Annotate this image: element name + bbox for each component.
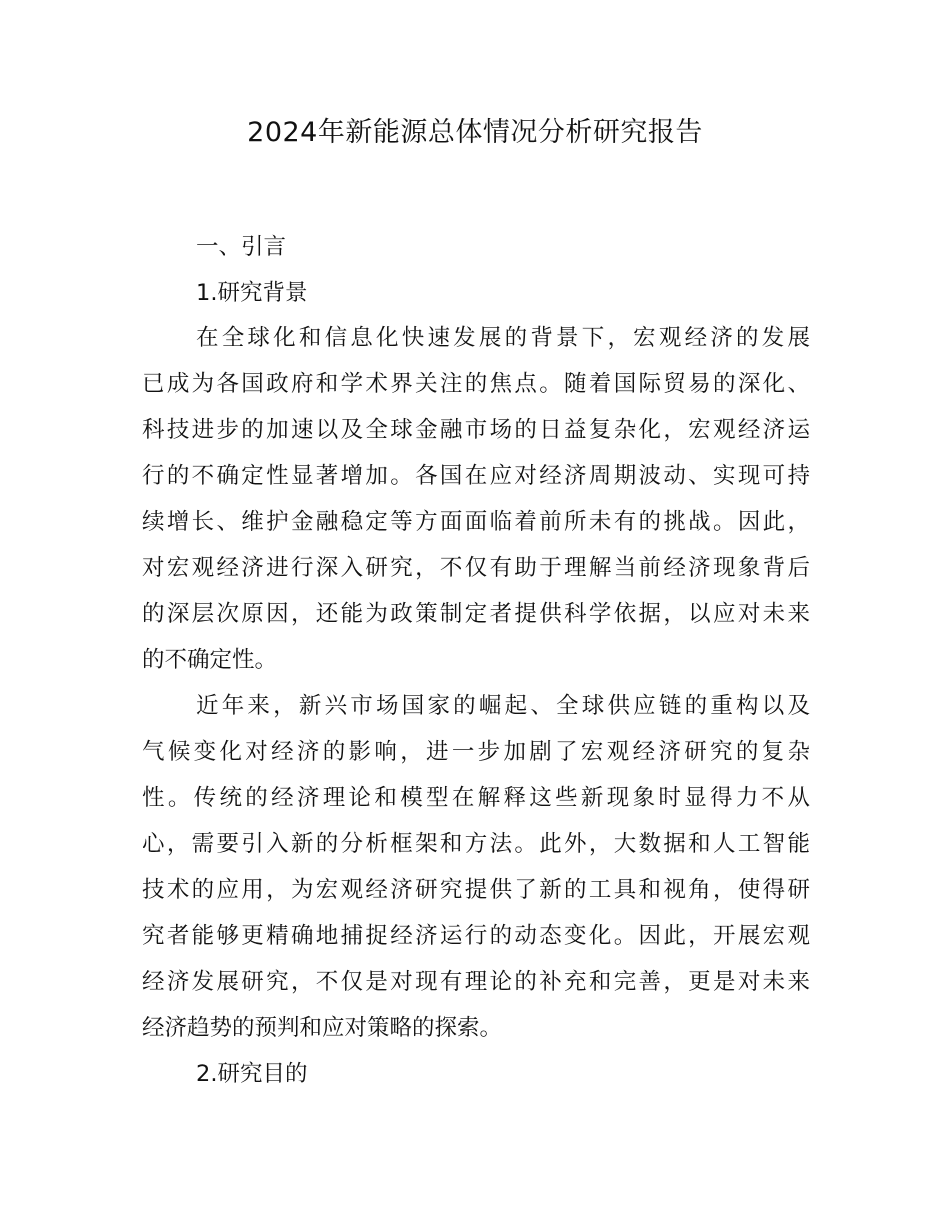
paragraph-2-line: 性。传统的经济理论和模型在解释这些新现象时显得力不从	[142, 785, 810, 811]
paragraph-1-line: 科技进步的加速以及全球金融市场的日益复杂化，宏观经济运	[142, 417, 810, 443]
paragraph-2-line: 经济趋势的预判和应对策略的探索。	[142, 1015, 503, 1041]
subsection-heading-purpose: 2.研究目的	[196, 1061, 308, 1087]
paragraph-2-line: 技术的应用，为宏观经济研究提供了新的工具和视角，使得研	[142, 877, 810, 903]
paragraph-2-line: 近年来，新兴市场国家的崛起、全球供应链的重构以及	[196, 693, 810, 719]
paragraph-1-line: 行的不确定性显著增加。各国在应对经济周期波动、实现可持	[142, 463, 810, 489]
paragraph-1-line: 已成为各国政府和学术界关注的焦点。随着国际贸易的深化、	[142, 371, 810, 397]
paragraph-1-line: 对宏观经济进行深入研究，不仅有助于理解当前经济现象背后	[142, 555, 810, 581]
paragraph-2-line: 经济发展研究，不仅是对现有理论的补充和完善，更是对未来	[142, 969, 810, 995]
paragraph-1-line: 的不确定性。	[142, 647, 278, 673]
paragraph-2-line: 气候变化对经济的影响，进一步加剧了宏观经济研究的复杂	[142, 739, 810, 765]
paragraph-2-line: 究者能够更精确地捕捉经济运行的动态变化。因此，开展宏观	[142, 923, 810, 949]
section-heading-introduction: 一、引言	[196, 234, 287, 260]
paragraph-1-line: 在全球化和信息化快速发展的背景下，宏观经济的发展	[196, 325, 810, 351]
paragraph-1-line: 的深层次原因，还能为政策制定者提供科学依据，以应对未来	[142, 601, 810, 627]
paragraph-2-line: 心，需要引入新的分析框架和方法。此外，大数据和人工智能	[142, 831, 810, 857]
document-title: 2024年新能源总体情况分析研究报告	[247, 117, 703, 148]
subsection-heading-background: 1.研究背景	[196, 280, 308, 306]
paragraph-1-line: 续增长、维护金融稳定等方面面临着前所未有的挑战。因此，	[142, 509, 810, 535]
